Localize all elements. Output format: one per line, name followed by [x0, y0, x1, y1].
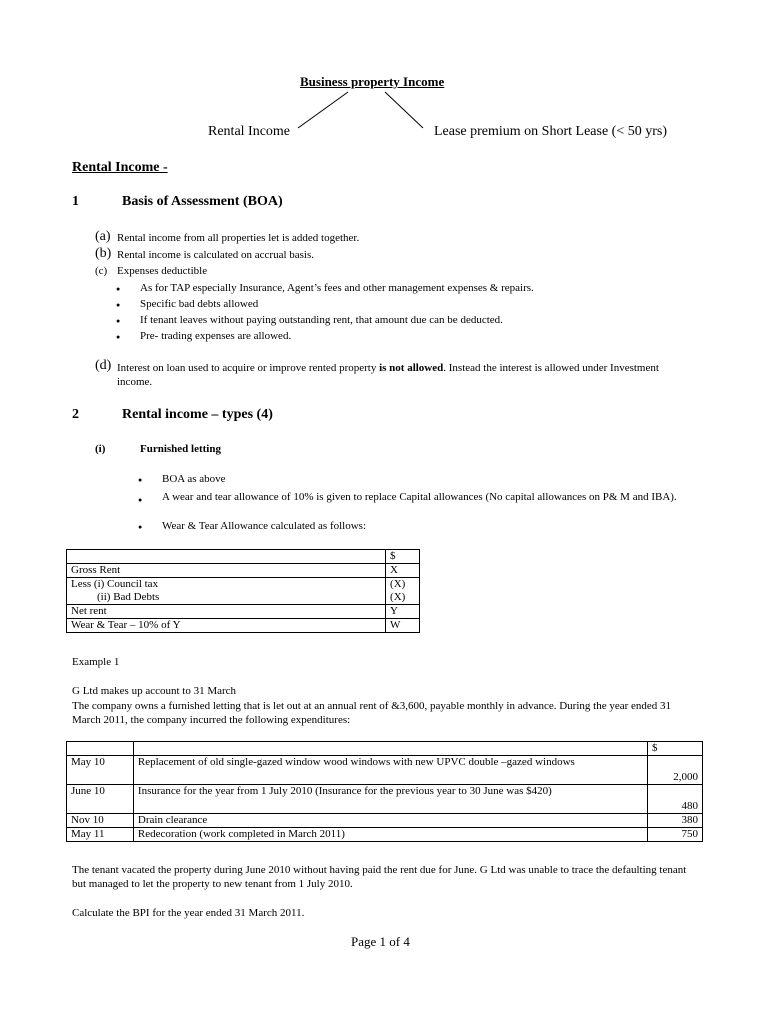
table-cell: Nov 10 [67, 814, 134, 828]
boa-item-d-text: Interest on loan used to acquire or improve rented property is not allowed. Instead the interest is allowed under Investment income. [117, 362, 659, 388]
table-cell [67, 742, 134, 756]
table-cell: Gross Rent [67, 564, 386, 578]
table-row [67, 814, 703, 828]
branch-rental-income: Rental Income [208, 124, 291, 139]
boa-item-d-label: (d) [95, 358, 112, 373]
table-cell: Less (i) Council tax [67, 578, 386, 592]
furnished-bullet: ● BOA as above [162, 473, 226, 485]
table-cell: May 11 [67, 828, 134, 842]
table-cell: 750 [648, 828, 703, 842]
boa-item-b-label: (b) [95, 246, 112, 261]
table-cell: Replacement of old single-gazed window wood windows with new UPVC double –gazed windows [133, 756, 647, 785]
table-cell: 2,000 [648, 756, 703, 785]
table-row [67, 605, 420, 619]
example-paragraph: The company owns a furnished letting that is let out at an annual rent of &3,600, payable monthly in advance. During the year ended 31 March 2011, the company incurred the following expenditures: [72, 700, 672, 726]
table-row [67, 564, 420, 578]
boa-c-bullet: ● Pre- trading expenses are allowed. [140, 330, 291, 342]
page-title: Business property Income [300, 74, 445, 89]
table-row [67, 785, 703, 814]
table-cell: (X) [386, 591, 420, 605]
boa-item-a-label: (a) [95, 229, 111, 244]
example-label: Example 1 [72, 656, 120, 668]
table-cell [133, 742, 647, 756]
table-row [67, 742, 703, 756]
table-cell: June 10 [67, 785, 134, 814]
table-cell: Redecoration (work completed in March 2011) [133, 828, 647, 842]
table-cell: $ [648, 742, 703, 756]
section1-title: Basis of Assessment (BOA) [122, 194, 283, 209]
branch-line-left [298, 92, 348, 128]
table-cell: Net rent [67, 605, 386, 619]
boa-item-c-label: (c) [95, 265, 108, 277]
branch-line-right [385, 92, 423, 128]
boa-item-b-text: Rental income is calculated on accrual basis. [117, 249, 315, 261]
table-row [67, 756, 703, 785]
rental-income-heading: Rental Income - [72, 160, 168, 175]
table-cell: Wear & Tear – 10% of Y [67, 619, 386, 633]
wear-tear-table [66, 549, 420, 633]
question-text: Calculate the BPI for the year ended 31 March 2011. [72, 907, 305, 919]
furnished-title: Furnished letting [140, 443, 221, 455]
table-row [67, 550, 420, 564]
table-cell: 480 [648, 785, 703, 814]
expenditure-table [66, 741, 703, 842]
table-cell: Y [386, 605, 420, 619]
table-cell: Insurance for the year from 1 July 2010 (Insurance for the previous year to 30 June was $420) [133, 785, 647, 814]
table-cell: May 10 [67, 756, 134, 785]
table-row [67, 828, 703, 842]
page-number: Page 1 of 4 [351, 934, 410, 949]
example-line1: G Ltd makes up account to 31 March [72, 685, 237, 697]
table-cell: Drain clearance [133, 814, 647, 828]
boa-c-bullet: ● If tenant leaves without paying outstanding rent, that amount due can be deducted. [140, 314, 503, 326]
table-cell: W [386, 619, 420, 633]
table-row [67, 591, 420, 605]
section2-number: 2 [72, 407, 79, 422]
boa-item-c-text: Expenses deductible [117, 265, 208, 277]
table-cell [67, 550, 386, 564]
furnished-bullet: ● Wear & Tear Allowance calculated as follows: [162, 520, 366, 532]
table-cell: X [386, 564, 420, 578]
table-cell: 380 [648, 814, 703, 828]
section1-number: 1 [72, 194, 79, 209]
boa-c-bullet: ● Specific bad debts allowed [140, 298, 258, 310]
boa-item-a-text: Rental income from all properties let is added together. [117, 232, 360, 244]
branch-lease-premium: Lease premium on Short Lease (< 50 yrs) [434, 124, 667, 139]
table-cell: (X) [386, 578, 420, 592]
furnished-bullet: ● A wear and tear allowance of 10% is given to replace Capital allowances (No capital allowances on P& M and IBA). [162, 490, 697, 504]
section2-title: Rental income – types (4) [122, 407, 273, 422]
boa-c-bullet: ● As for TAP especially Insurance, Agent’s fees and other management expenses & repairs. [140, 282, 534, 294]
table-cell: $ [386, 550, 420, 564]
furnished-label: (i) [95, 443, 106, 455]
table-cell: (ii) Bad Debts [67, 591, 386, 605]
closing-paragraph: The tenant vacated the property during June 2010 without having paid the rent due for June. G Ltd was unable to trace the defaulting tenant but managed to let the property to new tenant from 1 July 2010. [72, 864, 687, 890]
table-row [67, 578, 420, 592]
table-row [67, 619, 420, 633]
